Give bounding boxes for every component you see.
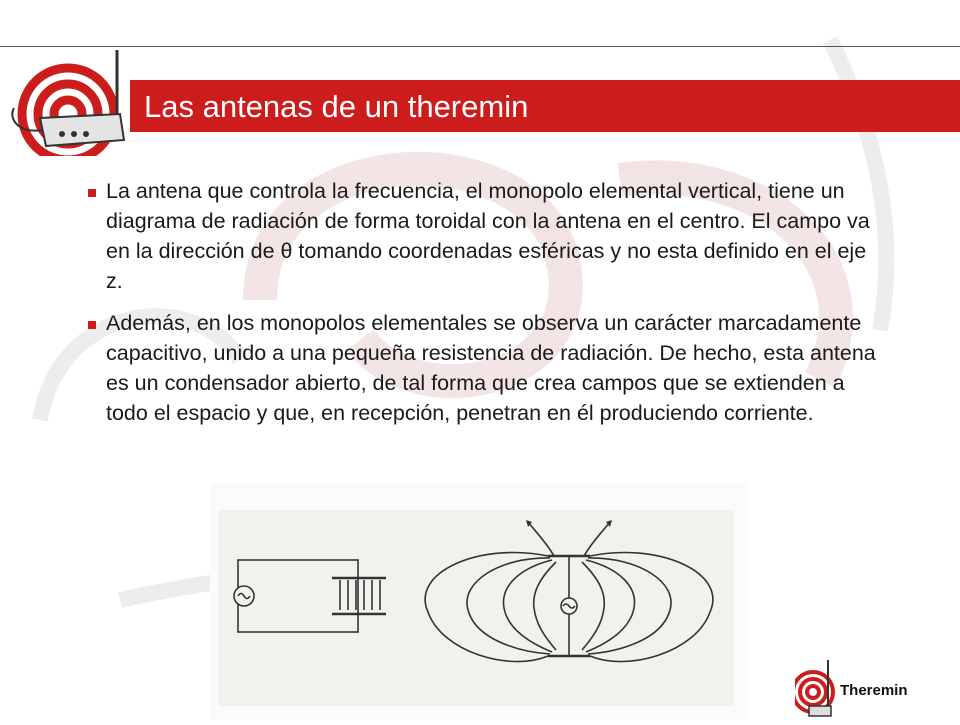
antenna-radio-icon <box>0 48 130 156</box>
bullet-text: La antena que controla la frecuencia, el monopolo elemental vertical, tiene un diagrama de radiación de forma toroidal con la antena en el centro. El campo va en la dirección de θ tomando coordenadas esféricas y no esta definido en el eje z. <box>106 179 870 293</box>
bullet-text: Además, en los monopolos elementales se observa un carácter marcadamente capacitivo, unido a una pequeña resistencia de radiación. De hecho, esta antena es un condensador abierto, de tal forma que crea campos que se extienden a todo el espacio y que, en recepción, penetran en él produciendo corriente. <box>106 311 876 425</box>
bullet-item <box>82 176 882 296</box>
footer-logo-icon <box>795 660 835 720</box>
title-bar <box>130 80 960 132</box>
field-lines-figure <box>210 482 749 720</box>
top-divider <box>0 46 960 47</box>
field-lines-diagram <box>210 482 749 720</box>
bullet-marker-icon <box>88 189 96 197</box>
slide-title: Las antenas de un theremin <box>144 89 529 124</box>
footer-label: Theremin <box>840 682 908 699</box>
header-logo <box>0 48 130 156</box>
bullet-item <box>82 308 882 428</box>
bullet-list <box>82 176 882 440</box>
bullet-marker-icon <box>88 321 96 329</box>
